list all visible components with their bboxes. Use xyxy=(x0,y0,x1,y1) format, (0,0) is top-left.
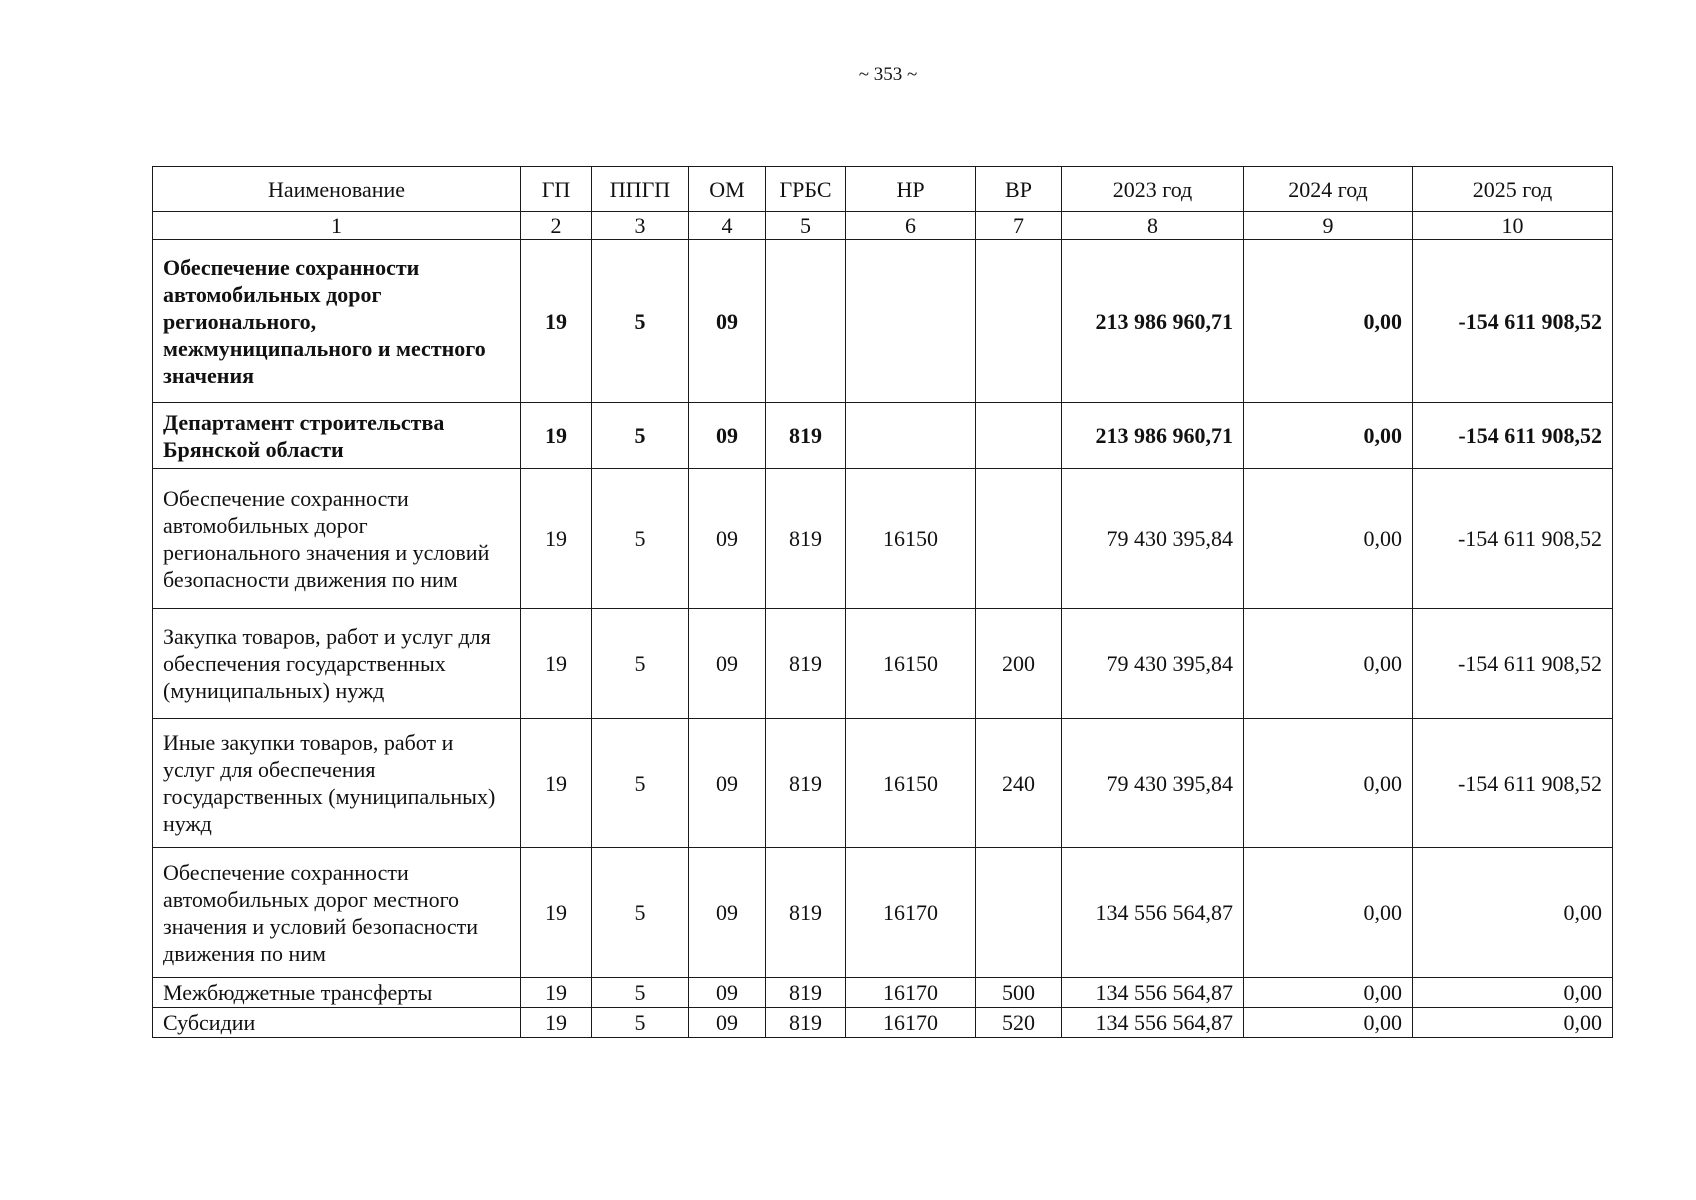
column-index: 9 xyxy=(1244,212,1413,240)
row-2024: 0,00 xyxy=(1244,978,1413,1008)
row-om: 09 xyxy=(689,978,766,1008)
row-vr xyxy=(976,403,1062,469)
header-grbs: ГРБС xyxy=(766,167,846,212)
row-om: 09 xyxy=(689,469,766,609)
row-om: 09 xyxy=(689,609,766,719)
header-nr: НР xyxy=(846,167,976,212)
row-om: 09 xyxy=(689,403,766,469)
row-ppgp: 5 xyxy=(592,719,689,848)
header-ppgp: ППГП xyxy=(592,167,689,212)
header-gp: ГП xyxy=(521,167,592,212)
page-number: ~ 353 ~ xyxy=(858,64,918,85)
column-index: 4 xyxy=(689,212,766,240)
header-2025: 2025 год xyxy=(1413,167,1613,212)
row-vr xyxy=(976,240,1062,403)
column-index: 1 xyxy=(153,212,521,240)
row-nr: 16150 xyxy=(846,719,976,848)
row-2025: 0,00 xyxy=(1413,978,1613,1008)
row-name: Обеспечение сохранности автомобильных дорог местного значения и условий безопасности движения по ним xyxy=(153,848,521,978)
row-2024: 0,00 xyxy=(1244,469,1413,609)
row-ppgp: 5 xyxy=(592,240,689,403)
row-2023: 134 556 564,87 xyxy=(1062,978,1244,1008)
row-om: 09 xyxy=(689,719,766,848)
row-vr xyxy=(976,848,1062,978)
row-ppgp: 5 xyxy=(592,609,689,719)
table-row xyxy=(153,719,1613,848)
row-ppgp: 5 xyxy=(592,978,689,1008)
row-2024: 0,00 xyxy=(1244,240,1413,403)
row-vr xyxy=(976,469,1062,609)
row-grbs: 819 xyxy=(766,848,846,978)
row-grbs: 819 xyxy=(766,719,846,848)
header-vr: ВР xyxy=(976,167,1062,212)
row-2023: 134 556 564,87 xyxy=(1062,1008,1244,1038)
column-index: 5 xyxy=(766,212,846,240)
row-2023: 213 986 960,71 xyxy=(1062,240,1244,403)
row-gp: 19 xyxy=(521,403,592,469)
row-ppgp: 5 xyxy=(592,848,689,978)
row-gp: 19 xyxy=(521,469,592,609)
row-nr xyxy=(846,240,976,403)
row-2024: 0,00 xyxy=(1244,1008,1413,1038)
row-2023: 79 430 395,84 xyxy=(1062,609,1244,719)
header-name: Наименование xyxy=(153,167,521,212)
table-row xyxy=(153,848,1613,978)
row-nr: 16150 xyxy=(846,469,976,609)
row-2023: 134 556 564,87 xyxy=(1062,848,1244,978)
row-2025: 0,00 xyxy=(1413,1008,1613,1038)
row-2025: -154 611 908,52 xyxy=(1413,609,1613,719)
row-grbs: 819 xyxy=(766,469,846,609)
row-ppgp: 5 xyxy=(592,469,689,609)
row-om: 09 xyxy=(689,1008,766,1038)
table-row xyxy=(153,1008,1613,1038)
row-vr: 240 xyxy=(976,719,1062,848)
row-name: Департамент строительства Брянской области xyxy=(153,403,521,469)
row-2025: -154 611 908,52 xyxy=(1413,469,1613,609)
row-name: Субсидии xyxy=(153,1008,521,1038)
table-header-row xyxy=(153,167,1613,212)
row-ppgp: 5 xyxy=(592,1008,689,1038)
row-name: Межбюджетные трансферты xyxy=(153,978,521,1008)
row-gp: 19 xyxy=(521,1008,592,1038)
row-2024: 0,00 xyxy=(1244,403,1413,469)
table-row xyxy=(153,978,1613,1008)
column-index: 6 xyxy=(846,212,976,240)
row-name: Иные закупки товаров, работ и услуг для обеспечения государственных (муниципальных) нужд xyxy=(153,719,521,848)
column-index: 3 xyxy=(592,212,689,240)
row-name: Закупка товаров, работ и услуг для обеспечения государственных (муниципальных) нужд xyxy=(153,609,521,719)
row-vr: 500 xyxy=(976,978,1062,1008)
row-gp: 19 xyxy=(521,848,592,978)
row-nr: 16150 xyxy=(846,609,976,719)
row-vr: 200 xyxy=(976,609,1062,719)
row-2025: -154 611 908,52 xyxy=(1413,719,1613,848)
row-gp: 19 xyxy=(521,719,592,848)
column-index: 10 xyxy=(1413,212,1613,240)
row-grbs xyxy=(766,240,846,403)
row-2025: -154 611 908,52 xyxy=(1413,240,1613,403)
row-gp: 19 xyxy=(521,240,592,403)
row-nr xyxy=(846,403,976,469)
row-2023: 79 430 395,84 xyxy=(1062,469,1244,609)
row-grbs: 819 xyxy=(766,1008,846,1038)
table-row xyxy=(153,240,1613,403)
row-2023: 213 986 960,71 xyxy=(1062,403,1244,469)
header-om: ОМ xyxy=(689,167,766,212)
row-2024: 0,00 xyxy=(1244,609,1413,719)
row-2024: 0,00 xyxy=(1244,848,1413,978)
row-name: Обеспечение сохранности автомобильных дорог регионального, межмуниципального и местного значения xyxy=(153,240,521,403)
budget-table xyxy=(152,166,1613,1038)
row-nr: 16170 xyxy=(846,978,976,1008)
header-2024: 2024 год xyxy=(1244,167,1413,212)
column-index: 8 xyxy=(1062,212,1244,240)
column-index: 7 xyxy=(976,212,1062,240)
table-row xyxy=(153,403,1613,469)
row-vr: 520 xyxy=(976,1008,1062,1038)
table-row xyxy=(153,469,1613,609)
row-grbs: 819 xyxy=(766,609,846,719)
row-gp: 19 xyxy=(521,609,592,719)
row-grbs: 819 xyxy=(766,978,846,1008)
row-nr: 16170 xyxy=(846,848,976,978)
row-om: 09 xyxy=(689,240,766,403)
row-gp: 19 xyxy=(521,978,592,1008)
row-name: Обеспечение сохранности автомобильных дорог регионального значения и условий безопасности движения по ним xyxy=(153,469,521,609)
row-grbs: 819 xyxy=(766,403,846,469)
row-ppgp: 5 xyxy=(592,403,689,469)
row-2025: 0,00 xyxy=(1413,848,1613,978)
row-2025: -154 611 908,52 xyxy=(1413,403,1613,469)
column-index: 2 xyxy=(521,212,592,240)
row-2024: 0,00 xyxy=(1244,719,1413,848)
column-index-row xyxy=(153,212,1613,240)
row-nr: 16170 xyxy=(846,1008,976,1038)
header-2023: 2023 год xyxy=(1062,167,1244,212)
row-2023: 79 430 395,84 xyxy=(1062,719,1244,848)
table-row xyxy=(153,609,1613,719)
row-om: 09 xyxy=(689,848,766,978)
